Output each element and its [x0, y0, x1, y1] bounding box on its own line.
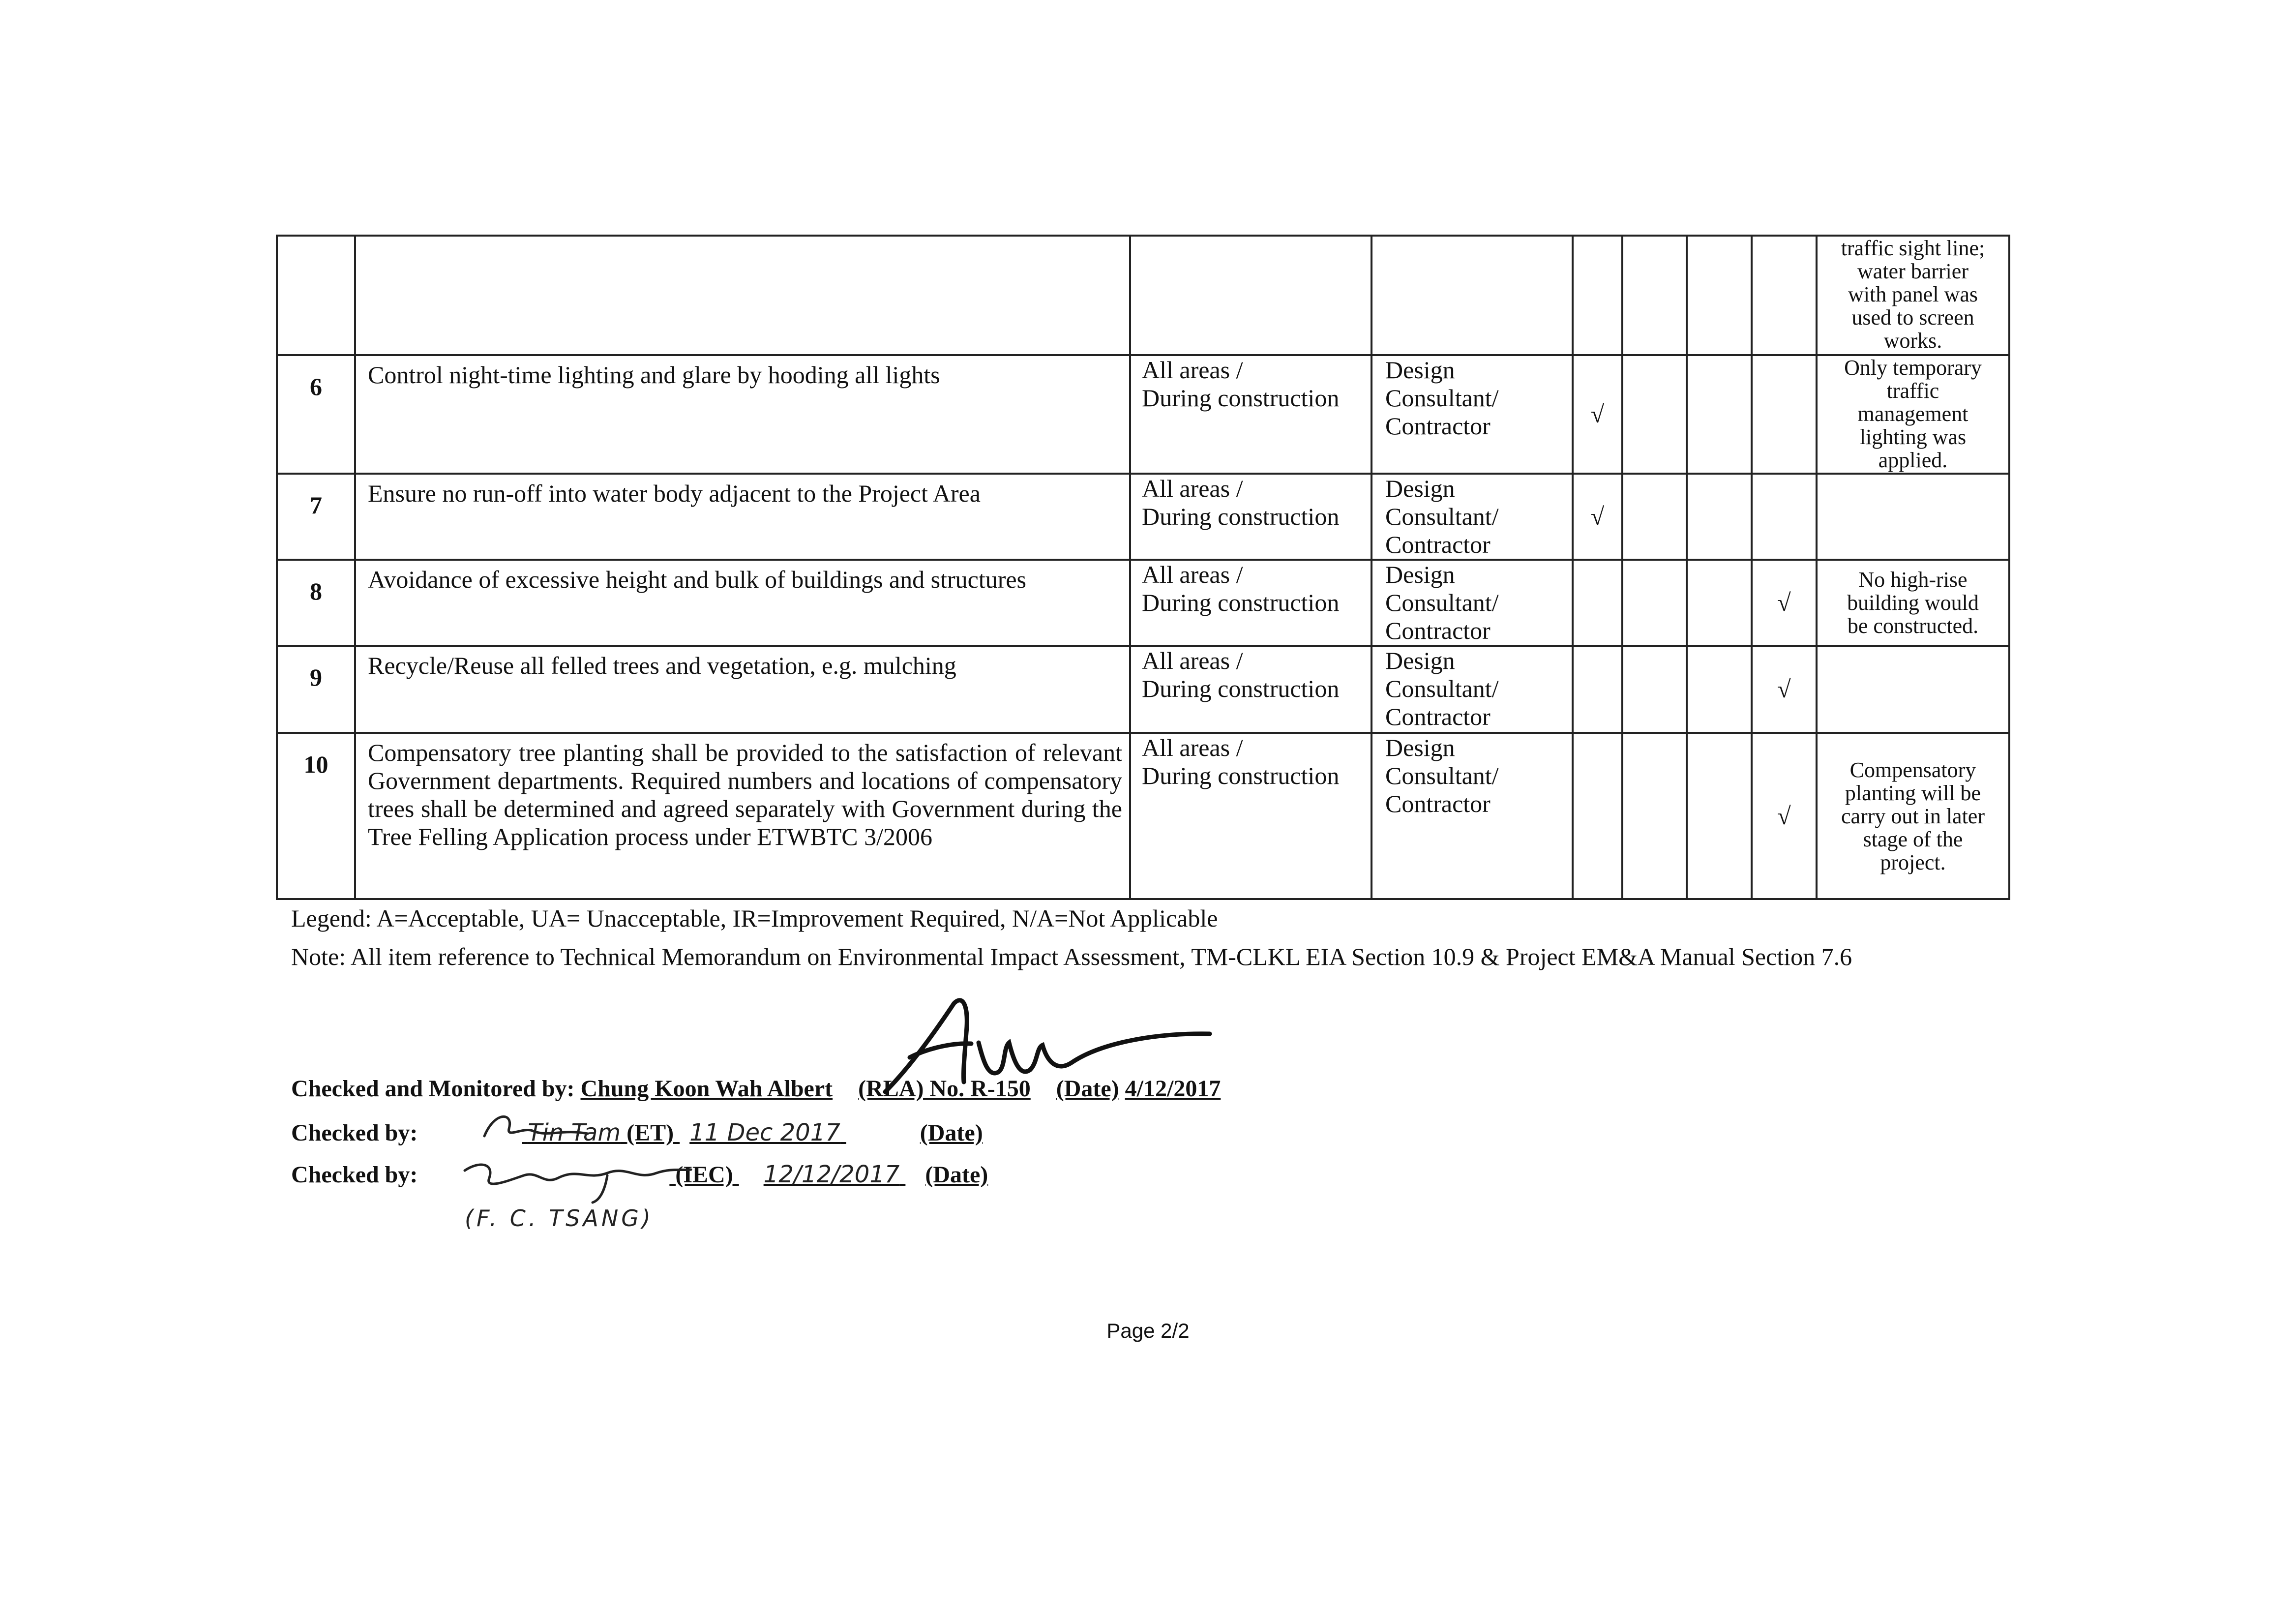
location-line: During construction: [1142, 762, 1340, 789]
status-check-cell: [1622, 474, 1687, 560]
remarks-line: carry out in later: [1841, 804, 1985, 828]
signoff-label-et: Checked by:: [291, 1120, 418, 1146]
measure-cell: [355, 236, 1130, 355]
legend-text: Legend: A=Acceptable, UA= Unacceptable, IR=Improvement Required, N/A=Not Applicable: [291, 904, 1218, 932]
audit-table: [276, 235, 2010, 900]
signoff-label-monitored: Checked and Monitored by:: [291, 1076, 575, 1102]
item-number-cell: 6: [277, 355, 355, 474]
remarks-line: water barrier: [1857, 259, 1968, 283]
responsibility-line: Consultant/: [1385, 384, 1499, 412]
check-mark: √: [1777, 589, 1791, 616]
remarks-line: be constructed.: [1847, 614, 1979, 638]
table-row: [277, 560, 2009, 646]
location-cell: [1130, 355, 1372, 474]
status-check-cell: [1687, 236, 1752, 355]
responsibility-line: Consultant/: [1385, 503, 1499, 530]
check-mark: √: [1590, 400, 1605, 428]
note-text: Note: All item reference to Technical Memorandum on Environmental Impact Assessment, TM-CLKL EIA Section 10.9 & Project EM&A Manual Section 7.6: [291, 943, 1852, 970]
location-line: During construction: [1142, 503, 1340, 530]
responsibility-line: Consultant/: [1385, 675, 1499, 702]
signoff-role-iec: (IEC): [675, 1162, 733, 1188]
location-cell: [1130, 474, 1372, 560]
location-cell: [1130, 560, 1372, 646]
signoff-name-rla: Chung Koon Wah Albert: [580, 1076, 833, 1102]
audit-table-body: [277, 236, 2009, 899]
measure-cell: Ensure no run-off into water body adjacent to the Project Area: [355, 474, 1130, 560]
signoff-line-rla: [291, 1075, 1221, 1102]
remarks-line: project.: [1880, 850, 1946, 874]
location-line: All areas /: [1142, 734, 1243, 761]
signoff-date-label-rla: (Date): [1056, 1076, 1119, 1102]
responsibility-cell: [1372, 560, 1573, 646]
location-cell: [1130, 236, 1372, 355]
signoff-line-et: [291, 1119, 983, 1146]
status-check-cell: [1622, 646, 1687, 733]
measure-cell: Recycle/Reuse all felled trees and vegetation, e.g. mulching: [355, 646, 1130, 733]
remarks-line: traffic sight line;: [1841, 236, 1985, 260]
responsibility-line: Design: [1385, 734, 1455, 761]
check-mark: √: [1590, 503, 1605, 530]
remarks-line: building would: [1847, 591, 1979, 615]
responsibility-cell: [1372, 236, 1573, 355]
responsibility-cell: [1372, 474, 1573, 560]
responsibility-line: Design: [1385, 647, 1455, 674]
status-check-cell: [1752, 355, 1817, 474]
remarks-line: lighting was: [1859, 425, 1967, 449]
item-number-cell: 10: [277, 733, 355, 899]
remarks-line: planting will be: [1845, 781, 1981, 805]
status-check-cell: [1687, 733, 1752, 899]
check-mark: √: [1777, 675, 1791, 703]
status-check-cell: [1622, 236, 1687, 355]
location-line: During construction: [1142, 384, 1340, 412]
status-check-cell: [1573, 236, 1622, 355]
table-row: [277, 355, 2009, 474]
location-line: During construction: [1142, 675, 1340, 702]
remarks-line: stage of the: [1863, 827, 1963, 851]
responsibility-cell: [1372, 733, 1573, 899]
item-number-cell: 8: [277, 560, 355, 646]
measure-cell: Compensatory tree planting shall be provided to the satisfaction of relevant Government departments. Required numbers and locations of compensatory trees shall be determined and agreed separately with Government during the Tree Felling Application process under ETWBTC 3/2006: [355, 733, 1130, 899]
signoff-date-label-iec: (Date): [925, 1162, 988, 1188]
signoff-hand-date-et: 11 Dec 2017: [689, 1119, 840, 1146]
location-line: All areas /: [1142, 647, 1243, 674]
location-cell: [1130, 646, 1372, 733]
responsibility-line: Design: [1385, 475, 1455, 502]
signoff-role-rla: (RLA) No. R-150: [858, 1076, 1031, 1102]
status-check-cell: [1687, 646, 1752, 733]
iec-signature-image: [460, 1151, 696, 1205]
status-check-cell: [1752, 236, 1817, 355]
table-row: [277, 236, 2009, 355]
item-number-cell: 9: [277, 646, 355, 733]
table-row: [277, 733, 2009, 899]
location-line: During construction: [1142, 589, 1340, 616]
status-check-cell: [1573, 646, 1622, 733]
location-line: All areas /: [1142, 356, 1243, 384]
signoff-date-label-et: (Date): [920, 1120, 983, 1146]
remarks-line: works.: [1883, 329, 1942, 353]
status-check-cell: [1687, 355, 1752, 474]
status-check-cell: [1752, 560, 1817, 646]
status-check-cell: [1622, 560, 1687, 646]
responsibility-line: Contractor: [1385, 531, 1491, 558]
remarks-cell: [1817, 474, 2009, 560]
responsibility-line: Consultant/: [1385, 762, 1499, 789]
et-signature-image: [479, 1107, 593, 1146]
location-line: All areas /: [1142, 561, 1243, 588]
responsibility-line: Contractor: [1385, 790, 1491, 817]
remarks-cell: [1817, 236, 2009, 355]
measure-cell: Control night-time lighting and glare by hooding all lights: [355, 355, 1130, 474]
item-number-cell: [277, 236, 355, 355]
status-check-cell: [1687, 474, 1752, 560]
responsibility-line: Design: [1385, 561, 1455, 588]
item-number-cell: 7: [277, 474, 355, 560]
table-row: [277, 474, 2009, 560]
responsibility-line: Contractor: [1385, 703, 1491, 730]
status-check-cell: [1752, 733, 1817, 899]
remarks-line: with panel was: [1848, 282, 1978, 306]
remarks-line: traffic: [1886, 379, 1939, 403]
check-mark: √: [1777, 802, 1791, 830]
iec-printed-name: (F. C. TSANG): [465, 1205, 654, 1232]
page-footer: Page 2/2: [1106, 1319, 1190, 1342]
location-line: All areas /: [1142, 475, 1243, 502]
status-check-cell: [1573, 560, 1622, 646]
remarks-cell: [1817, 646, 2009, 733]
status-check-cell: [1752, 474, 1817, 560]
remarks-cell: [1817, 560, 2009, 646]
signoff-role-et: (ET): [626, 1120, 674, 1146]
status-check-cell: [1573, 474, 1622, 560]
status-check-cell: [1752, 646, 1817, 733]
responsibility-line: Contractor: [1385, 412, 1491, 440]
responsibility-cell: [1372, 355, 1573, 474]
remarks-line: Only temporary: [1844, 356, 1982, 380]
remarks-line: applied.: [1878, 448, 1948, 472]
signoff-hand-name-et: Tin Tam: [528, 1119, 621, 1146]
responsibility-line: Design: [1385, 356, 1455, 384]
location-cell: [1130, 733, 1372, 899]
remarks-line: Compensatory: [1849, 757, 1976, 782]
responsibility-cell: [1372, 646, 1573, 733]
table-row: [277, 646, 2009, 733]
status-check-cell: [1573, 733, 1622, 899]
status-check-cell: [1573, 355, 1622, 474]
responsibility-line: Contractor: [1385, 617, 1491, 644]
status-check-cell: [1622, 355, 1687, 474]
responsibility-line: Consultant/: [1385, 589, 1499, 616]
signoff-hand-date-iec: 12/12/2017: [763, 1161, 900, 1188]
status-check-cell: [1622, 733, 1687, 899]
signoff-date-rla: 4/12/2017: [1125, 1076, 1221, 1102]
remarks-cell: [1817, 355, 2009, 474]
remarks-line: No high-rise: [1858, 568, 1968, 592]
signoff-label-iec: Checked by:: [291, 1162, 418, 1188]
status-check-cell: [1687, 560, 1752, 646]
remarks-cell: [1817, 733, 2009, 899]
remarks-line: management: [1857, 402, 1968, 426]
remarks-line: used to screen: [1851, 305, 1974, 330]
measure-cell: Avoidance of excessive height and bulk of buildings and structures: [355, 560, 1130, 646]
